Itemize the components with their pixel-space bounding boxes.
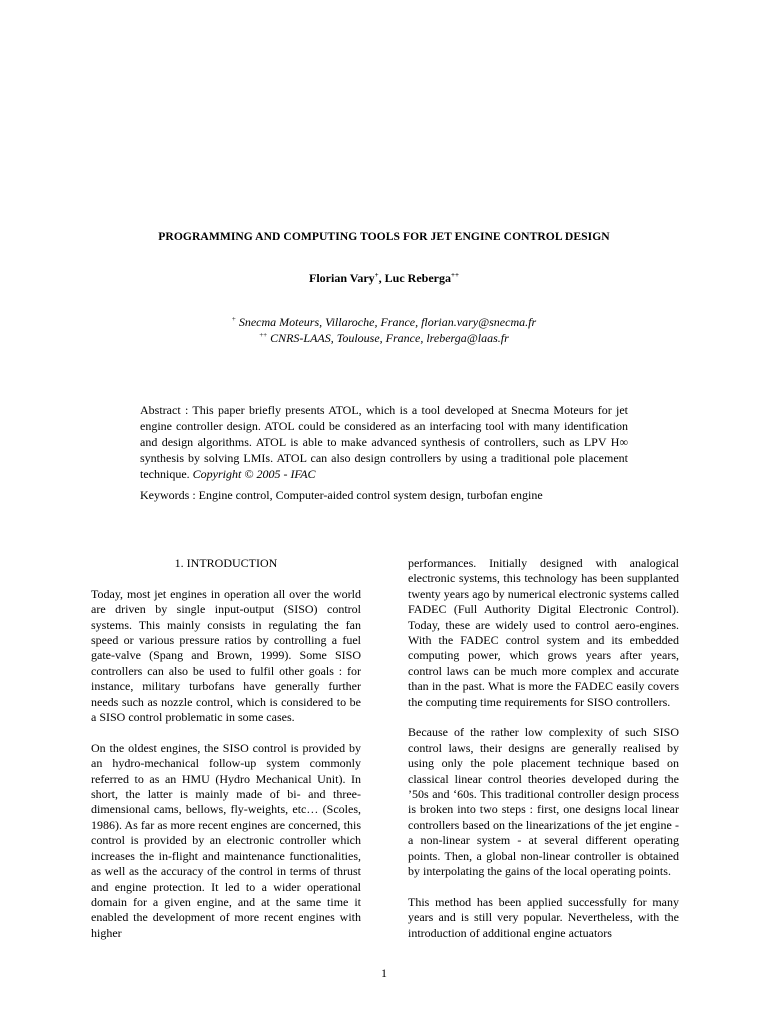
author-line	[0, 271, 768, 286]
paragraph: performances. Initially designed with analogical electronic systems, this technology has been supplanted twenty years ago by numerical electronic systems called FADEC (Full Authority Digital Electronic Control). Today, these are widely used to control aero-engines. With the FADEC control system and its embedded computing power, which grows years after years, control laws can be much more complex and accurate than in the past. What is more the FADEC easily covers the computing time requirements for SISO controllers.	[408, 556, 679, 709]
paragraph: Because of the rather low complexity of such SISO control laws, their designs are generally realised by using only the pole placement technique based on classical linear control theories developed during the ’50s and ‘60s. This traditional controller design process is broken into two steps : first, one designs local linear controllers based on the linearizations of the jet engine - a non-linear system - at several different operating points. Then, a global non-linear controller is obtained by interpolating the gains of the local operating points.	[408, 725, 679, 879]
author-1-mark: +	[374, 271, 379, 279]
page-number: 1	[381, 966, 387, 980]
abstract-body: Abstract : This paper briefly presents ATOL, which is a tool developed at Snecma Moteurs for jet engine controller design. ATOL could be considered as an interfacing tool with many identification and design algorithms. ATOL is able to make advanced synthesis of controllers, such as LPV H∞ synthesis by solving LMIs. ATOL can also design controllers by using a traditional pole placement technique.	[140, 403, 628, 481]
affiliation-1	[0, 315, 768, 330]
paragraph: This method has been applied successfully for many years and is still very popular. Nevertheless, with the introduction of additional engine actuators	[408, 894, 679, 940]
author-separator: ,	[378, 271, 385, 285]
paragraph: Today, most jet engines in operation all over the world are driven by single input-output (SISO) control systems. This mainly consists in regulating the fan speed or various pressure ratios by controlling a fuel gate-valve (Spang and Brown, 1999). Some SISO controllers can also be used to fulfil other goals : for instance, military turbofans have generally further needs such as nozzle control, which is considered to be a SISO control problematic in some cases.	[91, 586, 361, 725]
affiliation-1-mark: +	[231, 315, 236, 323]
affiliation-2-text: CNRS-LAAS, Toulouse, France, lreberga@laas.fr	[270, 331, 509, 345]
section-heading-introduction: 1. INTRODUCTION	[174, 556, 278, 570]
affiliation-1-text: Snecma Moteurs, Villaroche, France, florian.vary@snecma.fr	[238, 315, 537, 329]
affiliation-2-mark: ++	[259, 331, 268, 339]
paper-title: PROGRAMMING AND COMPUTING TOOLS FOR JET ENGINE CONTROL DESIGN	[158, 230, 610, 243]
left-column	[91, 556, 361, 941]
author-2-mark: ++	[451, 271, 459, 279]
keywords: Keywords : Engine control, Computer-aided control system design, turbofan engine	[140, 488, 543, 502]
right-column	[408, 556, 679, 941]
paragraph: On the oldest engines, the SISO control is provided by an hydro-mechanical follow-up system commonly referred to as an HMU (Hydro Mechanical Unit). In short, the latter is mainly made of bi- and three- dimensional cams, bellows, fly-weights, etc… (Scoles, 1986). As far as more recent engines are concerned, this control is provided by an electronic controller which increases the in-flight and maintenance functionalities, as well as the accuracy of the control in terms of thrust and engine protection. It led to a wider operational domain for a given engine, and at the same time it enabled the development of more recent engines with higher	[91, 740, 361, 940]
affiliation-2	[0, 331, 768, 346]
author-2-name: Luc Reberga	[384, 271, 451, 285]
author-1-name: Florian Vary	[309, 271, 375, 285]
abstract-copyright: Copyright © 2005 - IFAC	[192, 467, 316, 481]
abstract	[140, 402, 628, 482]
